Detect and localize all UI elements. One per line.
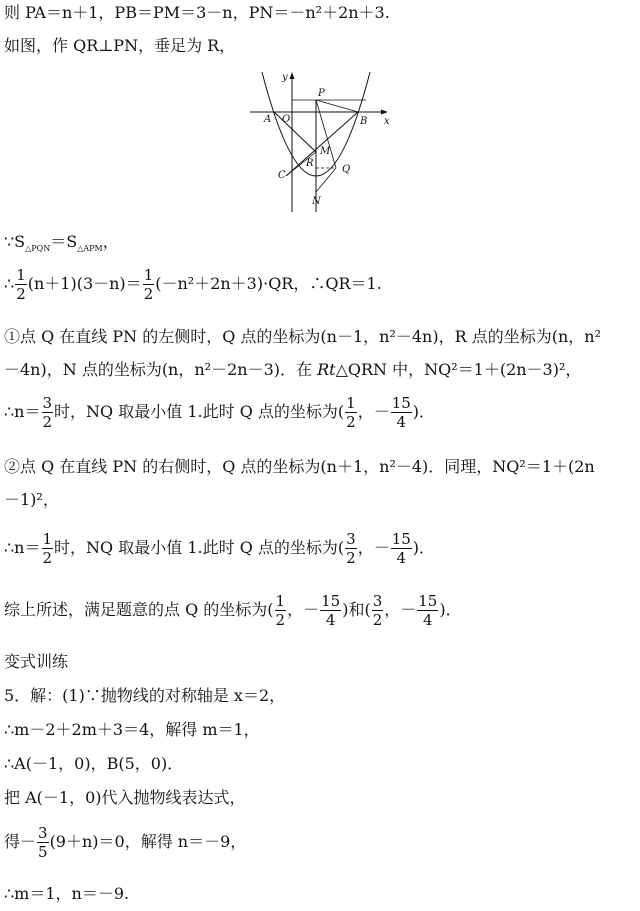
text-line-11: 综上所述，满足题意的点 Q 的坐标为( $\frac{1}{2}$ ，－ $\frac{15}{4}$ )和( $\frac{3}{2}$ ，－ $\frac{15}{4}$ )． bbox=[4, 592, 462, 629]
fraction: $\frac{1}{2}$ bbox=[143, 266, 154, 303]
label-n: N bbox=[312, 196, 321, 207]
fraction: $\frac{3}{2}$ bbox=[42, 394, 53, 431]
text-line-13: 5．解：(1)∵抛物线的对称轴是 x＝2， bbox=[4, 686, 286, 705]
y-axis-arrow bbox=[290, 72, 295, 79]
line-am bbox=[274, 112, 316, 152]
x-axis-arrow bbox=[381, 110, 388, 115]
label-y: y bbox=[282, 72, 288, 83]
line-pb bbox=[316, 100, 358, 112]
text-line-15: ∴A(－1，0)，B(5，0)． bbox=[4, 754, 184, 773]
fraction: $\frac{1}{2}$ bbox=[346, 394, 356, 431]
label-p: P bbox=[318, 88, 325, 99]
label-m: M bbox=[320, 146, 331, 157]
text-line-1: 则 PA＝n＋1，PB＝PM＝3－n，PN＝－n²＋2n＋3. bbox=[4, 3, 390, 22]
text-line-3: $\because S_{\triangle PQN}=S_{\triangle APM}$， bbox=[4, 232, 119, 254]
text-line-7: ∴n＝ $\frac{3}{2}$ 时，NQ 取最小值 1.此时 Q 点的坐标为( $\frac{1}{2}$ ，－ $\frac{15}{4}$ )． bbox=[4, 394, 436, 431]
label-o: O bbox=[282, 114, 291, 125]
label-a: A bbox=[264, 114, 272, 125]
fraction: $\frac{1}{2}$ bbox=[42, 530, 53, 567]
text-line-5: ①点 Q 在直线 PN 的左侧时，Q 点的坐标为(n－1，n²－4n)，R 点的坐标为(n，n² bbox=[4, 327, 602, 346]
fraction: $\frac{3}{5}$ bbox=[38, 824, 48, 861]
label-x: x bbox=[384, 116, 390, 127]
text-line-2: 如图，作 QR⊥PN，垂足为 R， bbox=[4, 36, 236, 55]
label-r: R bbox=[306, 158, 314, 169]
fraction: $\frac{15}{4}$ bbox=[321, 592, 341, 629]
fraction: $\frac{3}{2}$ bbox=[372, 592, 383, 629]
label-b: B bbox=[360, 116, 368, 127]
text-line-16: 把 A(－1，0)代入抛物线表达式， bbox=[4, 788, 246, 807]
section-heading: 变式训练 bbox=[4, 652, 69, 671]
fraction: $\frac{1}{2}$ bbox=[16, 266, 26, 303]
text-line-9: －1)²， bbox=[4, 490, 59, 509]
text-line-14: ∴m－2＋2m＋3＝4，解得 m＝1， bbox=[4, 720, 260, 739]
fraction: $\frac{15}{4}$ bbox=[391, 394, 411, 431]
fraction: $\frac{15}{4}$ bbox=[391, 530, 411, 567]
text-line-17: 得－ $\frac{3}{5}$ (9＋n)＝0，解得 n＝－9， bbox=[4, 824, 247, 861]
fraction: $\frac{3}{2}$ bbox=[346, 530, 356, 567]
text-line-10: ∴n＝ $\frac{1}{2}$ 时，NQ 取最小值 1.此时 Q 点的坐标为( $\frac{3}{2}$ ，－ $\frac{15}{4}$ )． bbox=[4, 530, 436, 567]
label-c: C bbox=[278, 170, 286, 181]
fraction: $\frac{1}{2}$ bbox=[275, 592, 286, 629]
fraction: $\frac{15}{4}$ bbox=[418, 592, 438, 629]
text-line-6: －4n)，N 点的坐标为(n，n²－2n－3)．在 Rt△QRN 中，NQ²＝1＋(2n－3)²， bbox=[4, 360, 582, 379]
label-q: Q bbox=[342, 164, 351, 175]
text-line-4: ∴ $\frac{1}{2}$ (n＋1)(3－n)＝ $\frac{1}{2}$ (－n²＋2n＋3)·QR，∴QR＝1. bbox=[4, 266, 382, 303]
line-qn bbox=[316, 168, 336, 192]
parabola-figure bbox=[246, 70, 392, 216]
text-line-8: ②点 Q 在直线 PN 的右侧时，Q 点的坐标为(n＋1，n²－4)．同理，NQ²＝1＋(2n bbox=[4, 457, 595, 476]
text-line-18: ∴m＝1，n＝－9. bbox=[4, 884, 130, 903]
